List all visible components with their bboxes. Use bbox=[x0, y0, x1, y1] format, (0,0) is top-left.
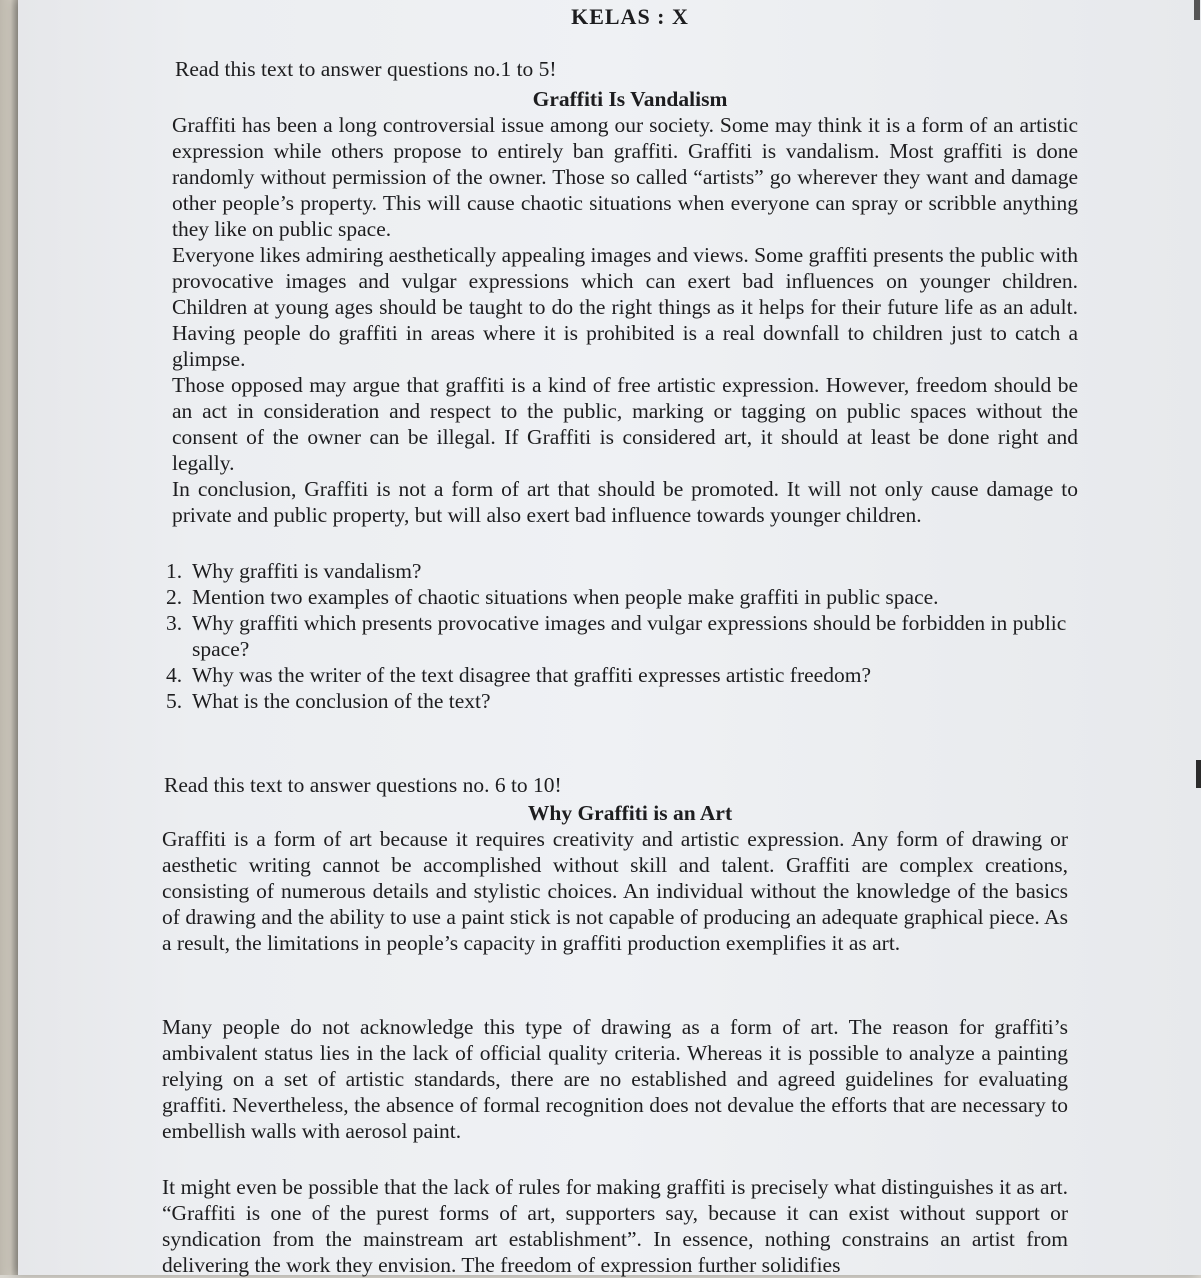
question-text: Why was the writer of the text disagree that graffiti expresses artistic freedom? bbox=[192, 663, 871, 687]
section2-paragraph-1: Graffiti is a form of art because it requires creativity and artistic expression. Any form of drawing or aesthetic writing cannot be accomplished without skill and talent. Graffiti are complex creations, consisting of numerous details and stylistic choices. An individual without the knowledge of the basics of drawing and the ability to use a paint stick is not capable of producing an adequate graphical piece. As a result, the limitations in people’s capacity in graffiti production exemplifies it as art. bbox=[162, 827, 1068, 955]
section1-question-list bbox=[166, 558, 1078, 714]
question-number: 3. bbox=[166, 611, 183, 635]
section2-paragraph-3: It might even be possible that the lack of rules for making graffiti is precisely what distinguishes it as art. “Graffiti is one of the purest forms of art, supporters say, because it can exist without support or syndication from the mainstream art establishment”. In essence, nothing constrains an artist from delivering the work they envision. The freedom of expression further solidifies bbox=[162, 1175, 1068, 1277]
margin-mark bbox=[1194, 0, 1200, 20]
question-text: Why graffiti is vandalism? bbox=[192, 559, 422, 583]
class-header: KELAS : X bbox=[571, 4, 689, 29]
section2-instruction: Read this text to answer questions no. 6 to 10! bbox=[164, 773, 562, 797]
question-text: Why graffiti which presents provocative images and vulgar expressions should be forbidden in public space? bbox=[192, 611, 1067, 661]
question-text: Mention two examples of chaotic situations when people make graffiti in public space. bbox=[192, 585, 939, 609]
section2-title: Why Graffiti is an Art bbox=[527, 801, 733, 825]
section2-paragraph-2: Many people do not acknowledge this type of drawing as a form of art. The reason for graffiti’s ambivalent status lies in the lack of official quality criteria. Whereas it is possible to analyze a painting relying on a set of artistic standards, there are no established and agreed guidelines for evaluating graffiti. Nevertheless, the absence of formal recognition does not devalue the efforts that are necessary to embellish walls with aerosol paint. bbox=[162, 1015, 1068, 1143]
question-item bbox=[166, 662, 1078, 688]
question-number: 2. bbox=[166, 585, 183, 609]
question-item bbox=[166, 610, 1078, 662]
question-item bbox=[166, 558, 1078, 584]
section1-paragraph-3: Those opposed may argue that graffiti is a kind of free artistic expression. However, freedom should be an act in consideration and respect to the public, marking or tagging on public spaces without the consent of the owner can be illegal. If Graffiti is considered art, it should at least be done right and legally. bbox=[172, 373, 1078, 475]
section1-paragraph-1: Graffiti has been a long controversial issue among our society. Some may think it is a form of an artistic expression while others propose to entirely ban graffiti. Graffiti is vandalism. Most graffiti is done randomly without permission of the owner. Those so called “artists” go wherever they want and damage other people’s property. This will cause chaotic situations when everyone can spray or scribble anything they like on public space. bbox=[172, 113, 1078, 241]
question-item bbox=[166, 584, 1078, 610]
question-item bbox=[166, 688, 1078, 714]
section1-paragraph-2: Everyone likes admiring aesthetically appealing images and views. Some graffiti presents the public with provocative images and vulgar expressions which can exert bad influences on younger children. Children at young ages should be taught to do the right things as it helps for their future life as an adult. Having people do graffiti in areas where it is prohibited is a real downfall to children just to catch a glimpse. bbox=[172, 243, 1078, 371]
section1-title: Graffiti Is Vandalism bbox=[532, 87, 728, 111]
question-number: 1. bbox=[166, 559, 183, 583]
question-number: 4. bbox=[166, 663, 183, 687]
question-number: 5. bbox=[166, 689, 183, 713]
question-text: What is the conclusion of the text? bbox=[192, 689, 491, 713]
margin-mark bbox=[1196, 760, 1201, 788]
page-edge bbox=[0, 0, 18, 1275]
section1-paragraph-4: In conclusion, Graffiti is not a form of art that should be promoted. It will not only cause damage to private and public property, but will also exert bad influence towards younger children. bbox=[172, 477, 1078, 527]
section1-instruction: Read this text to answer questions no.1 to 5! bbox=[175, 57, 557, 81]
